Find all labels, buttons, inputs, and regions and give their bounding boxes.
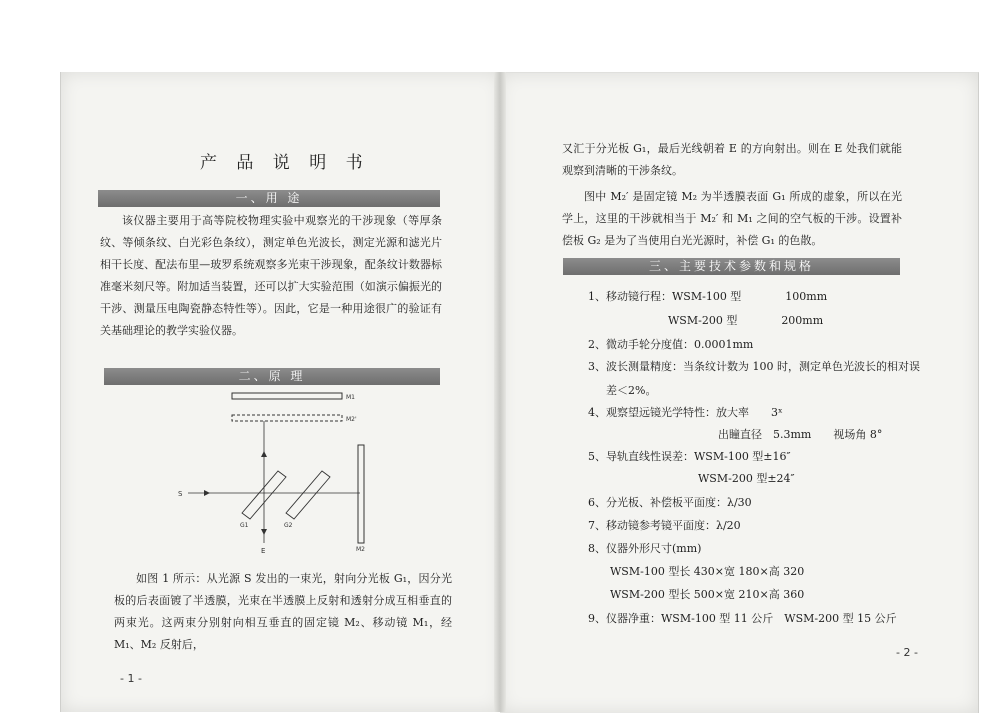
section-heading-usage: 一、用 途 (98, 190, 440, 207)
principle-continued-paragraph: 又汇于分光板 G₁，最后光线朝着 E 的方向射出。则在 E 处我们就能观察到清晰的干涉条纹。 (562, 142, 902, 177)
mirror-m2 (358, 445, 364, 543)
spec-7: 7、移动镜参考镜平面度：λ/20 (588, 519, 741, 532)
section-heading-principle: 二、原 理 (104, 368, 440, 385)
spec-8b: WSM-200 型长 500×宽 210×高 360 (610, 588, 805, 601)
plate-g2 (286, 471, 330, 519)
spec-1b: WSM-200 型 200mm (668, 314, 824, 327)
label-m2: M2 (356, 546, 365, 553)
label-g1: G1 (240, 522, 249, 529)
document-title: 产 品 说 明 书 (200, 153, 370, 173)
spec-3a: 3、波长测量精度：当条纹计数为 100 时，测定单色光波长的相对误 (588, 360, 920, 373)
arrow-down (261, 529, 267, 535)
virtual-image-paragraph: 图中 M₂′ 是固定镜 M₂ 为半透膜表面 G₁ 所成的虚象，所以在光学上，这里的干涉就相当于 M₂′ 和 M₁ 之间的空气板的干涉。设置补偿板 G₂ 是为了当使用白光光源时，补偿 G₁ 的色散。 (562, 190, 902, 247)
page-number-left: - 1 - (120, 672, 142, 685)
arrow-right (204, 490, 210, 496)
spec-9: 9、仪器净重：WSM-100 型 11 公斤 WSM-200 型 15 公斤 (588, 612, 897, 625)
label-e: E (261, 547, 266, 555)
section-heading-specs: 三、主要技术参数和规格 (563, 258, 900, 275)
spec-8a: WSM-100 型长 430×宽 180×高 320 (610, 565, 805, 578)
mirror-m2-virtual (232, 415, 342, 421)
label-m2-prime: M2' (346, 416, 357, 423)
label-s: S (178, 490, 183, 498)
spec-8: 8、仪器外形尺寸(mm) (588, 542, 702, 555)
principle-paragraph: 如图 1 所示：从光源 S 发出的一束光，射向分光板 G₁，因分光板的后表面镀了半透膜，光束在半透膜上反射和透射分成互相垂直的两束光。这两束分别射向相互垂直的固定镜 M₂、移动镜 M₁，经 M₁、M₂ 反射后， (114, 572, 452, 651)
spec-5b: WSM-200 型±24″ (698, 472, 795, 485)
spec-5a: 5、导轨直线性误差：WSM-100 型±16″ (588, 450, 791, 463)
spec-3b: 差＜2%。 (606, 384, 657, 397)
spec-4b: 出瞳直径 5.3mm 视场角 8° (718, 428, 883, 441)
spec-6: 6、分光板、补偿板平面度：λ/30 (588, 496, 752, 509)
spec-1a: 1、移动镜行程：WSM-100 型 100mm (588, 290, 828, 303)
label-g2: G2 (284, 522, 293, 529)
interferometer-diagram (170, 385, 380, 555)
label-m1: M1 (346, 394, 355, 401)
page-number-right: - 2 - (896, 646, 918, 659)
mirror-m1 (232, 393, 342, 399)
spec-4a: 4、观察望远镜光学特性：放大率 3ˣ (588, 406, 783, 419)
book-spine (494, 72, 506, 712)
arrow-up (261, 451, 267, 457)
spec-2: 2、微动手轮分度值：0.0001mm (588, 338, 754, 351)
usage-paragraph: 该仪器主要用于高等院校物理实验中观察光的干涉现象（等厚条纹、等倾条纹、白光彩色条纹），测定单色光波长，测定光源和滤光片相干长度、配法布里—玻罗系统观察多光束干涉现象，配条纹计数器标准毫米刻尺等。附加适当装置，还可以扩大实验范围（如演示偏振光的干涉、测量压电陶瓷静态特性等）。因此，它是一种用途很广的验证有关基础理论的教学实验仪器。 (100, 214, 442, 337)
